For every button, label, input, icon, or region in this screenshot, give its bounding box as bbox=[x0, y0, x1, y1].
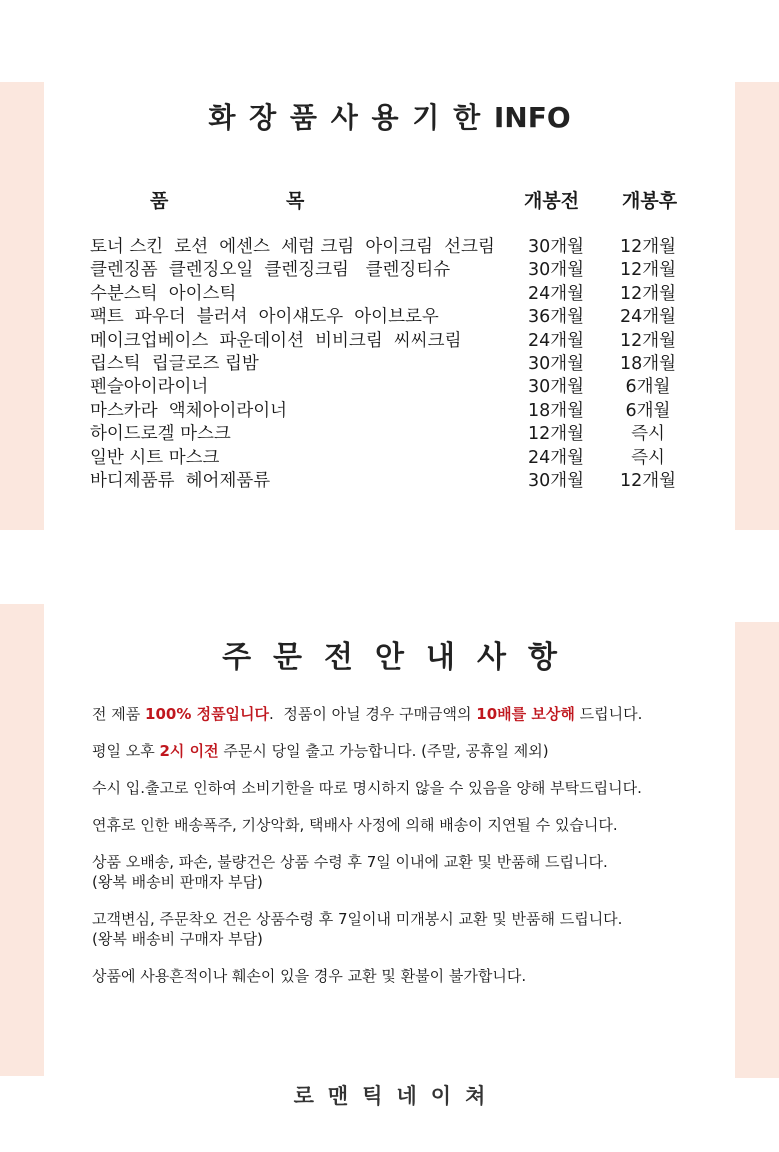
table-row bbox=[0, 236, 779, 259]
table-row bbox=[0, 376, 779, 399]
after-open-value: 12개월 bbox=[619, 470, 677, 491]
product-name: 메이크업베이스 파운데이션 비비크림 씨씨크림 bbox=[90, 330, 462, 351]
product-name: 바디제품류 헤어제품류 bbox=[90, 470, 271, 491]
shelf-life-title: 화 장 품 사 용 기 한 INFO bbox=[208, 101, 571, 134]
header-after-open: 개봉후 bbox=[622, 190, 678, 212]
table-row bbox=[0, 306, 779, 329]
product-name: 립스틱 립글로즈 립밤 bbox=[90, 353, 259, 374]
order-notice-list bbox=[92, 704, 732, 1003]
table-row bbox=[0, 353, 779, 376]
after-open-value: 6개월 bbox=[625, 400, 671, 421]
product-name: 토너 스킨 로션 에센스 세럼 크림 아이크림 선크림 bbox=[90, 237, 495, 257]
highlight-genuine: 100% 정품입니다 bbox=[145, 705, 270, 723]
after-open-value: 12개월 bbox=[619, 260, 677, 281]
before-open-value: 30개월 bbox=[528, 237, 585, 257]
after-open-value: 12개월 bbox=[619, 330, 677, 351]
before-open-value: 24개월 bbox=[528, 330, 585, 351]
brand-name: 로맨틱네이쳐 bbox=[293, 1084, 500, 1108]
notice-text: . 정품이 아닐 경우 구매금액의 bbox=[269, 705, 477, 723]
notice-no-refund: 상품에 사용흔적이나 훼손이 있을 경우 교환 및 환불이 불가합니다. bbox=[92, 967, 527, 985]
notice-text: 평일 오후 bbox=[92, 742, 160, 760]
notice-text: 드립니다. bbox=[574, 705, 643, 723]
highlight-compensation: 10배를 보상해 bbox=[476, 705, 575, 723]
table-row bbox=[0, 423, 779, 446]
after-open-value: 24개월 bbox=[619, 307, 677, 328]
table-row bbox=[0, 259, 779, 282]
notice-text: 주문시 당일 출고 가능합니다. (주말, 공휴일 제외) bbox=[218, 742, 549, 760]
notice-genuine bbox=[92, 704, 732, 724]
table-row bbox=[0, 330, 779, 353]
before-open-value: 12개월 bbox=[528, 424, 585, 445]
after-open-value: 12개월 bbox=[619, 237, 677, 257]
highlight-cutoff-time: 2시 이전 bbox=[159, 742, 219, 760]
table-row bbox=[0, 447, 779, 470]
product-name: 하이드로겔 마스크 bbox=[90, 424, 231, 445]
shelf-life-table bbox=[0, 236, 779, 493]
product-name: 마스카라 액체아이라이너 bbox=[90, 400, 288, 421]
table-row bbox=[0, 400, 779, 423]
notice-defect-return: 상품 오배송, 파손, 불량건은 상품 수령 후 7일 이내에 교환 및 반품해 드립니다. (왕복 배송비 판매자 부담) bbox=[92, 853, 608, 891]
before-open-value: 30개월 bbox=[528, 260, 585, 281]
product-name: 수분스틱 아이스틱 bbox=[90, 283, 237, 304]
header-item: 품 bbox=[150, 190, 169, 212]
before-open-value: 24개월 bbox=[528, 447, 585, 468]
table-row bbox=[0, 283, 779, 306]
product-name: 펜슬아이라이너 bbox=[90, 377, 209, 398]
header-before-open: 개봉전 bbox=[524, 190, 580, 212]
before-open-value: 30개월 bbox=[528, 470, 585, 491]
before-open-value: 18개월 bbox=[528, 400, 585, 421]
notice-expiry: 수시 입.출고로 인하여 소비기한을 따로 명시하지 않을 수 있음을 양해 부탁드립니다. bbox=[92, 779, 642, 797]
product-name: 팩트 파우더 블러셔 아이섀도우 아이브로우 bbox=[90, 307, 439, 328]
before-open-value: 30개월 bbox=[528, 353, 585, 374]
after-open-value: 12개월 bbox=[619, 283, 677, 304]
notice-delay: 연휴로 인한 배송폭주, 기상악화, 택배사 사정에 의해 배송이 지연될 수 있습니다. bbox=[92, 816, 618, 834]
before-open-value: 24개월 bbox=[528, 283, 585, 304]
header-item-2: 목 bbox=[286, 190, 305, 212]
after-open-value: 6개월 bbox=[625, 377, 671, 398]
after-open-value: 18개월 bbox=[619, 353, 677, 374]
product-name: 클렌징폼 클렌징오일 클렌징크림 클렌징티슈 bbox=[90, 260, 451, 281]
right-band-bottom bbox=[735, 622, 779, 1078]
table-row bbox=[0, 470, 779, 493]
product-name: 일반 시트 마스크 bbox=[90, 447, 220, 468]
notice-shipping-time bbox=[92, 741, 732, 761]
order-notice-title: 주문전안내사항 bbox=[222, 640, 579, 675]
before-open-value: 30개월 bbox=[528, 377, 585, 398]
after-open-value: 즉시 bbox=[631, 447, 665, 468]
notice-text: 전 제품 bbox=[92, 705, 146, 723]
before-open-value: 36개월 bbox=[528, 307, 585, 328]
notice-change-of-mind: 고객변심, 주문착오 건은 상품수령 후 7일이내 미개봉시 교환 및 반품해 드립니다. (왕복 배송비 구매자 부담) bbox=[92, 910, 623, 948]
after-open-value: 즉시 bbox=[631, 424, 665, 445]
